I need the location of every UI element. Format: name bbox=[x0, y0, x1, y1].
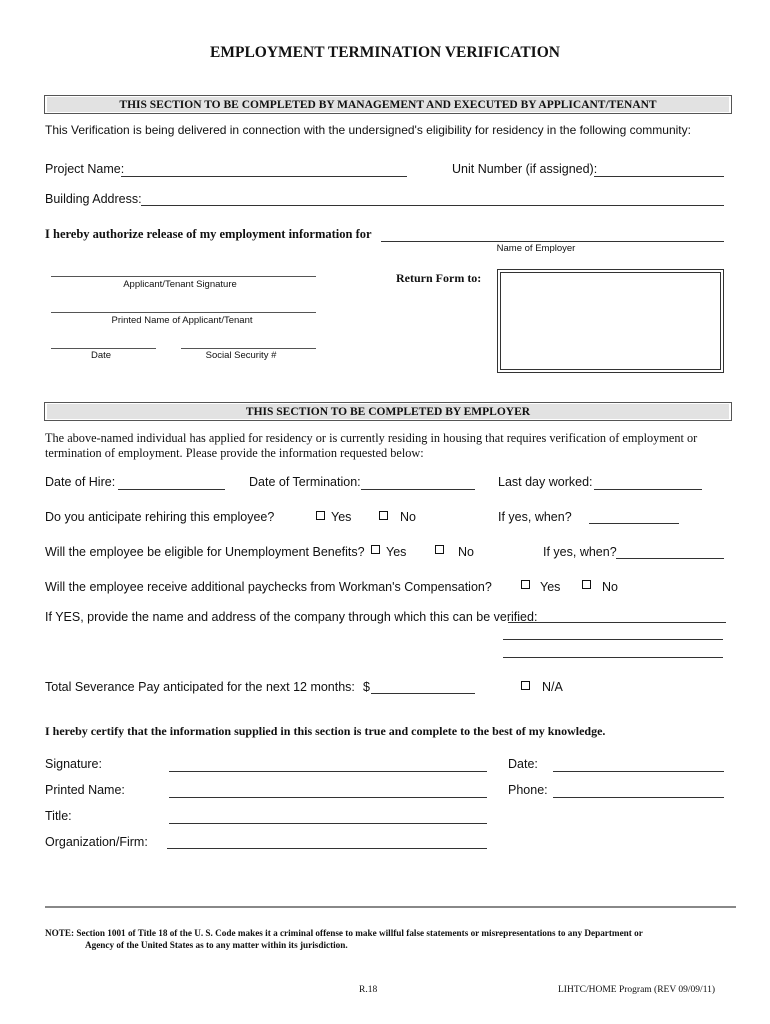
employer-date-label: Date: bbox=[508, 757, 538, 771]
rehire-yes-label: Yes bbox=[331, 510, 352, 524]
program-revision: LIHTC/HOME Program (REV 09/09/11) bbox=[558, 985, 716, 995]
date-of-hire-field[interactable] bbox=[118, 489, 225, 490]
employer-printed-name-label: Printed Name: bbox=[45, 783, 125, 797]
unit-number-field[interactable] bbox=[594, 176, 724, 177]
printed-name-caption: Printed Name of Applicant/Tenant bbox=[111, 315, 253, 326]
last-day-worked-field[interactable] bbox=[594, 489, 702, 490]
workmans-no-label: No bbox=[602, 580, 618, 594]
unemployment-question: Will the employee be eligible for Unemployment Benefits? bbox=[45, 545, 365, 559]
authorize-text: I hereby authorize release of my employment information for bbox=[45, 227, 372, 241]
company-address-field-1[interactable] bbox=[503, 639, 723, 640]
project-name-field[interactable] bbox=[121, 176, 407, 177]
employer-name-field[interactable] bbox=[381, 241, 724, 242]
applicant-signature-caption: Applicant/Tenant Signature bbox=[123, 279, 237, 290]
rehire-no-label: No bbox=[400, 510, 416, 524]
employer-title-field[interactable] bbox=[169, 823, 487, 824]
footer-divider bbox=[45, 906, 736, 908]
workmans-question: Will the employee receive additional paychecks from Workman's Compensation? bbox=[45, 580, 492, 594]
employer-phone-field[interactable] bbox=[553, 797, 724, 798]
employer-date-field[interactable] bbox=[553, 771, 724, 772]
project-name-label: Project Name: bbox=[45, 162, 125, 176]
rehire-when-field[interactable] bbox=[589, 523, 679, 524]
footer-note-line1: NOTE: Section 1001 of Title 18 of the U. S. Code makes it a criminal offense to make willful false statements or misrepresentations to any Department or bbox=[45, 928, 643, 938]
unit-number-label: Unit Number (if assigned): bbox=[452, 162, 598, 176]
rehire-question: Do you anticipate rehiring this employee? bbox=[45, 510, 275, 524]
return-address-box[interactable] bbox=[497, 269, 724, 373]
date-of-hire-label: Date of Hire: bbox=[45, 475, 116, 489]
certify-text: I hereby certify that the information supplied in this section is true and complete to the best of my knowledge. bbox=[45, 724, 606, 738]
applicant-date-field[interactable] bbox=[51, 348, 156, 349]
section2-intro-line1: The above-named individual has applied for residency or is currently residing in housing that requires verification of employment or bbox=[45, 431, 698, 445]
company-address-field-2[interactable] bbox=[503, 657, 723, 658]
ssn-field[interactable] bbox=[181, 348, 316, 349]
organization-field[interactable] bbox=[167, 848, 487, 849]
employer-phone-label: Phone: bbox=[508, 783, 548, 797]
section1-intro: This Verification is being delivered in connection with the undersigned's eligibility for residency in the following community: bbox=[45, 123, 691, 137]
unemployment-yes-label: Yes bbox=[386, 545, 407, 559]
unemployment-no-label: No bbox=[458, 545, 474, 559]
date-of-termination-field[interactable] bbox=[361, 489, 475, 490]
building-address-label: Building Address: bbox=[45, 192, 142, 206]
na-label: N/A bbox=[542, 680, 563, 694]
unemployment-yes-checkbox[interactable] bbox=[371, 545, 380, 554]
workmans-yes-checkbox[interactable] bbox=[521, 580, 530, 589]
employer-printed-name-field[interactable] bbox=[169, 797, 487, 798]
unemployment-when-label: If yes, when? bbox=[543, 545, 617, 559]
section1-header-text: THIS SECTION TO BE COMPLETED BY MANAGEMENT AND EXECUTED BY APPLICANT/TENANT bbox=[47, 97, 729, 112]
company-name-field[interactable] bbox=[508, 622, 726, 623]
rehire-no-checkbox[interactable] bbox=[379, 511, 388, 520]
employer-signature-label: Signature: bbox=[45, 757, 102, 771]
workmans-no-checkbox[interactable] bbox=[582, 580, 591, 589]
employer-title-label: Title: bbox=[45, 809, 72, 823]
unemployment-no-checkbox[interactable] bbox=[435, 545, 444, 554]
date-caption: Date bbox=[90, 350, 112, 361]
workmans-yes-label: Yes bbox=[540, 580, 561, 594]
employer-signature-field[interactable] bbox=[169, 771, 487, 772]
section2-intro-line2: termination of employment. Please provide the information requested below: bbox=[45, 446, 424, 460]
if-yes-text: If YES, provide the name and address of the company through which this can be verified: bbox=[45, 610, 538, 624]
severance-amount-field[interactable] bbox=[371, 693, 475, 694]
page-number: R.18 bbox=[359, 985, 378, 995]
printed-name-field[interactable] bbox=[51, 312, 316, 313]
section2-header-text: THIS SECTION TO BE COMPLETED BY EMPLOYER bbox=[47, 404, 729, 419]
section1-header bbox=[44, 95, 732, 114]
section2-header bbox=[44, 402, 732, 421]
building-address-field[interactable] bbox=[141, 205, 724, 206]
severance-label: Total Severance Pay anticipated for the next 12 months: bbox=[45, 680, 355, 694]
organization-label: Organization/Firm: bbox=[45, 835, 148, 849]
page-title: EMPLOYMENT TERMINATION VERIFICATION bbox=[210, 44, 560, 61]
last-day-worked-label: Last day worked: bbox=[498, 475, 593, 489]
applicant-signature-field[interactable] bbox=[51, 276, 316, 277]
unemployment-when-field[interactable] bbox=[616, 558, 724, 559]
rehire-when-label: If yes, when? bbox=[498, 510, 572, 524]
dollar-sign: $ bbox=[363, 680, 370, 694]
name-of-employer-caption: Name of Employer bbox=[496, 243, 576, 254]
ssn-caption: Social Security # bbox=[205, 350, 277, 361]
return-form-label: Return Form to: bbox=[396, 271, 482, 285]
rehire-yes-checkbox[interactable] bbox=[316, 511, 325, 520]
date-of-termination-label: Date of Termination: bbox=[249, 475, 361, 489]
na-checkbox[interactable] bbox=[521, 681, 530, 690]
footer-note-line2: Agency of the United States as to any matter within its jurisdiction. bbox=[85, 940, 348, 950]
